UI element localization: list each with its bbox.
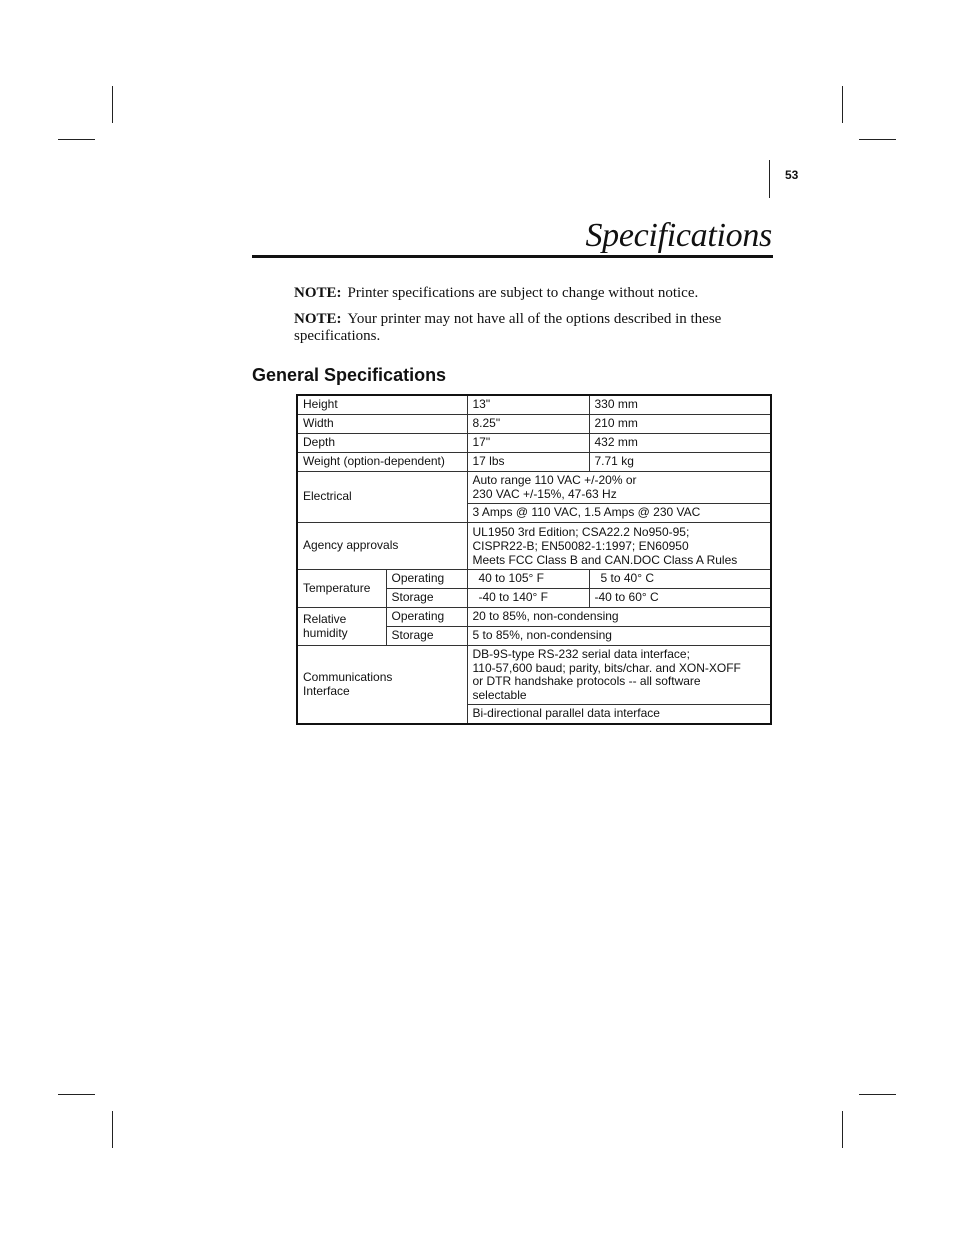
- title-rule: [252, 255, 773, 258]
- table-row: [297, 570, 771, 589]
- spec-value-line: 230 VAC +/-15%, 47-63 Hz: [472, 486, 617, 501]
- spec-label: Width: [297, 415, 467, 434]
- spec-value: -40 to 140° F: [467, 589, 589, 608]
- spec-value: 3 Amps @ 110 VAC, 1.5 Amps @ 230 VAC: [467, 504, 771, 523]
- spec-label-line: Relative: [303, 612, 347, 626]
- spec-value-line: Meets FCC Class B and CAN.DOC Class A Rules: [472, 553, 738, 567]
- spec-value: [467, 472, 771, 504]
- spec-label-line: humidity: [303, 625, 348, 640]
- table-row: [297, 434, 771, 453]
- spec-value-line: or DTR handshake protocols -- all software: [472, 674, 701, 688]
- table-row: [297, 453, 771, 472]
- crop-mark: [842, 86, 843, 123]
- note-text: Printer specifications are subject to change without notice.: [347, 285, 699, 301]
- spec-label: [297, 646, 467, 725]
- table-row: [297, 523, 771, 570]
- page-title: Specifications: [585, 217, 772, 254]
- spec-label: Depth: [297, 434, 467, 453]
- spec-value: 20 to 85%, non-condensing: [467, 608, 771, 627]
- spec-value-line: 110-57,600 baud; parity, bits/char. and XON-XOFF: [472, 660, 741, 675]
- note: [294, 285, 754, 302]
- note: [294, 311, 754, 345]
- spec-label: Temperature: [297, 570, 386, 608]
- spec-value-line: Auto range 110 VAC +/-20% or: [472, 473, 637, 487]
- spec-label: Agency approvals: [297, 523, 467, 570]
- spec-value-line: UL1950 3rd Edition; CSA22.2 No950-95;: [472, 525, 690, 539]
- spec-label-line: Interface: [303, 683, 350, 698]
- spec-value: 5 to 85%, non-condensing: [467, 627, 771, 646]
- spec-value: 5 to 40° C: [589, 570, 771, 589]
- spec-sublabel: Operating: [386, 608, 467, 627]
- spec-sublabel: Storage: [386, 589, 467, 608]
- spec-value-line: DB-9S-type RS-232 serial data interface;: [472, 647, 690, 661]
- spec-value: -40 to 60° C: [589, 589, 771, 608]
- table-row: [297, 646, 771, 705]
- crop-mark: [859, 139, 896, 140]
- spec-label-line: Communications: [303, 670, 393, 684]
- spec-value-line: CISPR22-B; EN50082-1:1997; EN60950: [472, 539, 689, 553]
- crop-mark: [58, 139, 95, 140]
- specifications-table: [296, 394, 772, 725]
- spec-sublabel: Operating: [386, 570, 467, 589]
- table-row: [297, 472, 771, 504]
- spec-value: 17": [467, 434, 589, 453]
- table-row: [297, 608, 771, 627]
- spec-value: [467, 646, 771, 705]
- crop-mark: [112, 86, 113, 123]
- spec-value: 13": [467, 395, 589, 415]
- crop-mark: [859, 1094, 896, 1095]
- note-text: Your printer may not have all of the options described in these specifications.: [294, 311, 722, 344]
- spec-sublabel: Storage: [386, 627, 467, 646]
- crop-mark: [58, 1094, 95, 1095]
- spec-value: 40 to 105° F: [467, 570, 589, 589]
- section-heading: General Specifications: [252, 365, 447, 385]
- spec-value: 7.71 kg: [589, 453, 771, 472]
- spec-label: [297, 608, 386, 646]
- note-label: NOTE:: [294, 311, 342, 327]
- spec-label: Height: [297, 395, 467, 415]
- spec-label: Weight (option-dependent): [297, 453, 467, 472]
- spec-value: 330 mm: [589, 395, 771, 415]
- table-row: [297, 415, 771, 434]
- crop-mark: [112, 1111, 113, 1148]
- page-number: 53: [785, 168, 799, 182]
- crop-mark: [842, 1111, 843, 1148]
- spec-value: [467, 523, 771, 570]
- spec-value: 17 lbs: [467, 453, 589, 472]
- spec-value: 432 mm: [589, 434, 771, 453]
- note-label: NOTE:: [294, 285, 342, 301]
- page-number-rule: [769, 160, 770, 198]
- spec-value: Bi-directional parallel data interface: [467, 705, 771, 725]
- spec-value: 210 mm: [589, 415, 771, 434]
- table-row: [297, 395, 771, 415]
- spec-value-line: selectable: [472, 687, 527, 702]
- spec-value: 8.25": [467, 415, 589, 434]
- spec-label: Electrical: [297, 472, 467, 523]
